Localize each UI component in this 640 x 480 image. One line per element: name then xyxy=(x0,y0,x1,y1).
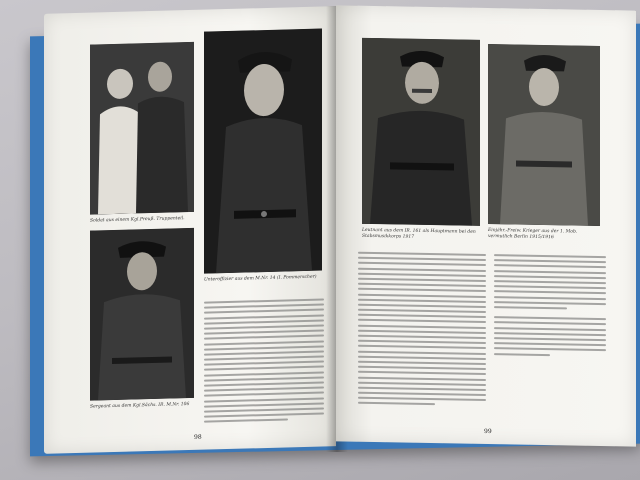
sergeant-photo xyxy=(90,228,194,401)
mustache-officer-caption: Leutnant aus dem IR. 161 als Hauptmann bei den Stabsmusikkorps 1917 xyxy=(362,227,476,240)
couple-photo-caption: Soldat aus einem Kgl.Preuß. Truppenteil. xyxy=(90,216,185,224)
right-page xyxy=(336,5,636,446)
sergeant-photo-caption: Sergeant aus dem Kgl.Sächs. IR. M.Nr. 106 xyxy=(90,402,190,410)
mustache-officer-photo xyxy=(362,38,480,226)
left-body-text xyxy=(204,298,324,426)
right-page-number: 99 xyxy=(484,427,492,436)
left-page xyxy=(44,6,336,454)
officer-photo xyxy=(204,29,322,274)
officer-photo-caption: Unteroffizier aus dem M.Nr. 14 (I. Pommerscher) xyxy=(204,274,317,283)
right-body-text-col1 xyxy=(358,252,486,410)
couple-photo xyxy=(90,42,194,215)
right-body-text-col2 xyxy=(494,254,606,360)
young-soldier-photo xyxy=(488,44,600,226)
left-page-number: 98 xyxy=(194,433,202,441)
young-soldier-caption: Einjähr.-Freiw. Krieger aus der 1. Mob. vermutlich Berlin 1915/1916 xyxy=(488,228,578,241)
